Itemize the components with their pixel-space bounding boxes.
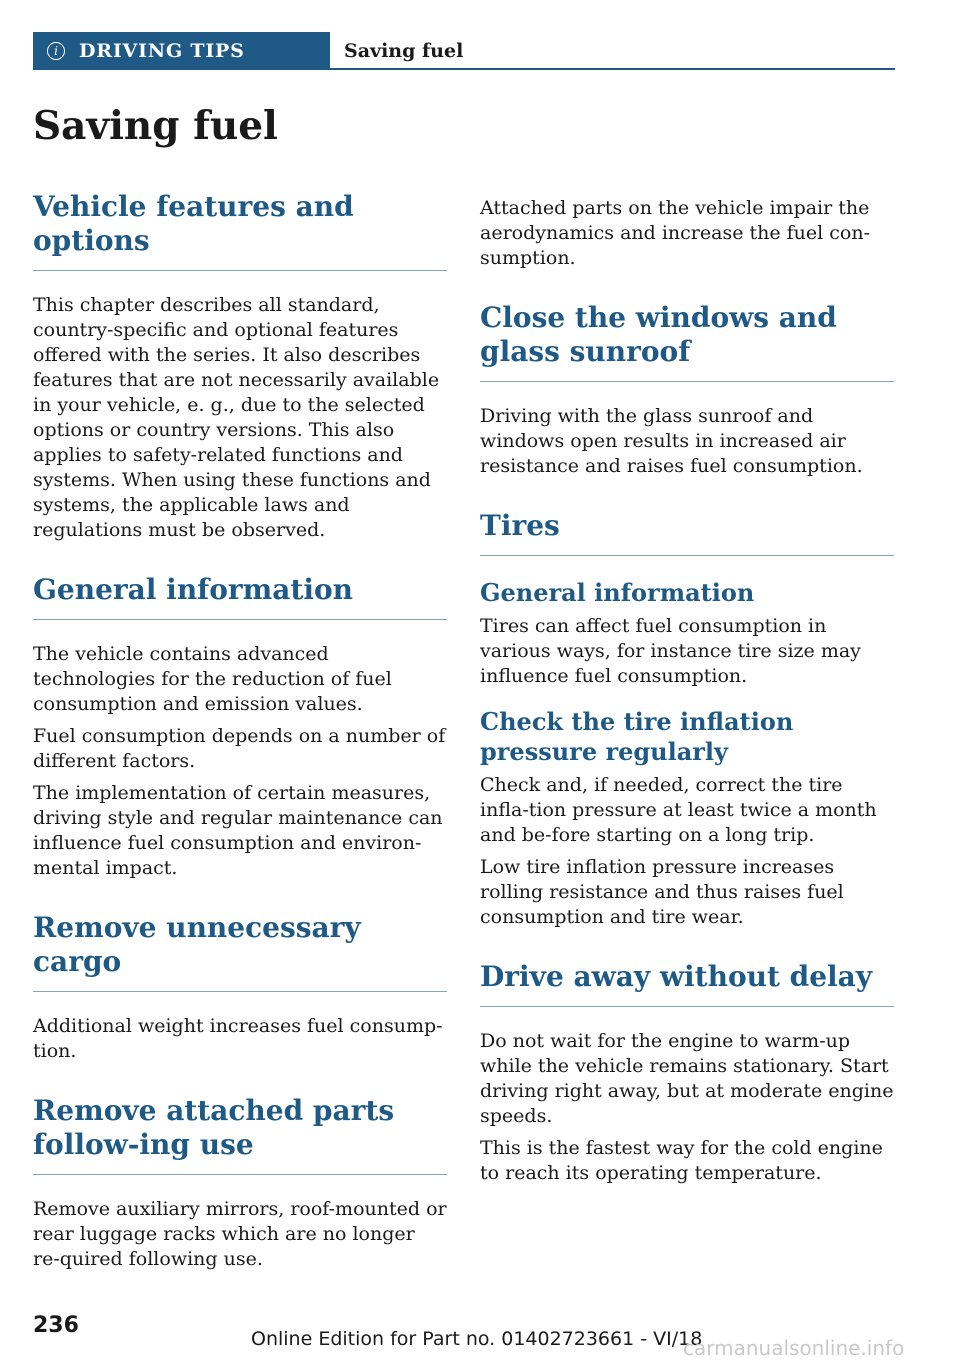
section-remove-attached-parts <box>33 1094 447 1272</box>
paragraph: Additional weight increases fuel consump-tion. <box>33 1015 443 1062</box>
paragraph: Fuel consumption depends on a number of different factors. <box>33 725 446 772</box>
section-heading: Close the windows and glass sunroof <box>480 301 894 382</box>
info-icon: i <box>47 42 65 60</box>
subsection-heading: General information <box>480 578 755 607</box>
section-drive-away <box>480 960 894 1186</box>
paragraph: Do not wait for the engine to warm-up while the vehicle remains stationary. Start driving right away, but at moderate engine speeds. <box>480 1030 894 1127</box>
page-title: Saving fuel <box>33 103 278 149</box>
section-vehicle-features <box>33 190 447 543</box>
paragraph: The implementation of certain measures, driving style and regular maintenance can influence fuel consumption and environ-mental impact. <box>33 782 443 879</box>
subsection-heading: Check the tire inflation pressure regularly <box>480 707 794 766</box>
section-label: Saving fuel <box>344 40 464 62</box>
paragraph: This chapter describes all standard, country-specific and optional features offered with the series. It also describes features that are not necessarily available in your vehicle, e. g., due to the selected options or country versions. This also applies to safety-related functions and systems. When using these functions and systems, the applicable laws and regulations must be observed. <box>33 294 440 541</box>
edition-note: Online Edition for Part no. 01402723661 - VI/18 <box>251 1328 703 1350</box>
section-heading: Remove attached parts follow-ing use <box>33 1094 447 1175</box>
chapter-label: DRIVING TIPS <box>79 40 245 62</box>
watermark: carmanualsonline.info <box>683 1336 905 1360</box>
section-close-windows <box>480 301 894 479</box>
paragraph: The vehicle contains advanced technologies for the reduction of fuel consumption and emission values. <box>33 643 392 715</box>
right-column <box>480 196 894 1216</box>
section-tires <box>480 509 894 930</box>
section-heading: General information <box>33 573 447 620</box>
section-heading: Vehicle features and options <box>33 190 447 271</box>
paragraph: Remove auxiliary mirrors, roof-mounted or rear luggage racks which are no longer re-quired following use. <box>33 1198 447 1270</box>
section-heading: Remove unnecessary cargo <box>33 911 447 992</box>
paragraph: Driving with the glass sunroof and windows open results in increased air resistance and raises fuel consumption. <box>480 405 863 477</box>
section-attached-parts-continued <box>480 196 894 271</box>
paragraph: Attached parts on the vehicle impair the aerodynamics and increase the fuel con-sumption. <box>480 197 871 269</box>
section-remove-cargo <box>33 911 447 1064</box>
page-number: 236 <box>33 1313 79 1338</box>
paragraph: Check and, if needed, correct the tire infla-tion pressure at least twice a month and be-fore starting on a long trip. <box>480 774 877 846</box>
page-header <box>33 32 895 70</box>
subsection-tires-general <box>480 578 894 689</box>
paragraph: Tires can affect fuel consumption in various ways, for instance tire size may influence fuel consumption. <box>480 615 861 687</box>
section-general-information <box>33 573 447 881</box>
section-heading: Drive away without delay <box>480 960 894 1007</box>
section-heading: Tires <box>480 509 894 556</box>
paragraph: This is the fastest way for the cold engine to reach its operating temperature. <box>480 1137 883 1184</box>
left-column <box>33 190 447 1302</box>
chapter-tab <box>33 32 330 70</box>
paragraph: Low tire inflation pressure increases rolling resistance and thus raises fuel consumption and tire wear. <box>480 856 844 928</box>
subsection-tire-pressure <box>480 707 894 930</box>
